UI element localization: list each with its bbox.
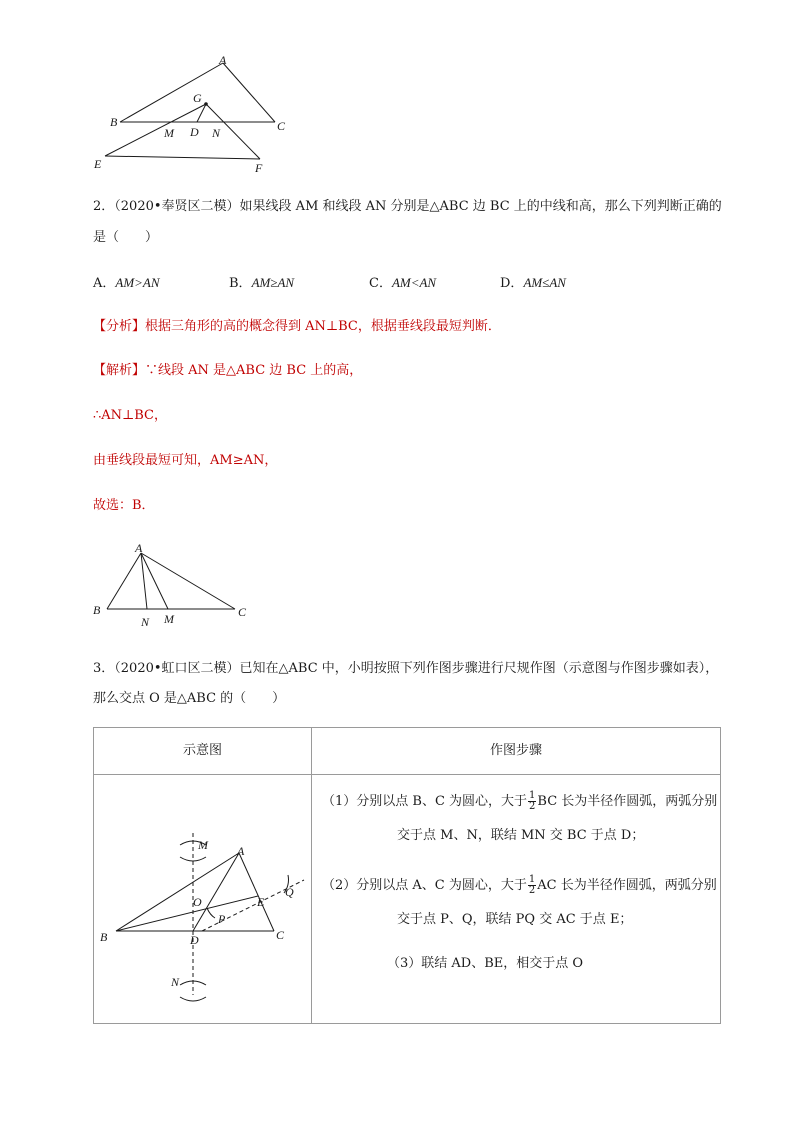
label-A: A (237, 844, 245, 858)
q2-option-b: B．AM≥AN (229, 275, 295, 291)
step-2-line2: 交于点 P、Q，联结 PQ 交 AC 于点 E； (397, 912, 633, 927)
label-C: C (276, 928, 285, 942)
q2-analysis: 【分析】根据三角形的高的概念得到 AN⊥BC，根据垂线段最短判断． (93, 319, 501, 334)
table-steps-cell (312, 775, 721, 1024)
table-header-left: 示意图 (94, 728, 312, 775)
label-A: A (219, 53, 227, 67)
q3-stem-line1: 3．（2020•虹口区二模）已知在△ABC 中，小明按照下列作图步骤进行尺规作图（示意图与作图步骤如表）， (93, 661, 719, 676)
table-figure-cell (94, 775, 312, 1024)
step-2-line1: （2）分别以点 A、C 为圆心，大于 $\frac{1}{2}$ AC 长为半径作圆弧，两弧分别 (322, 874, 717, 896)
q2-solution-line4: 故选：B． (93, 498, 155, 513)
label-B: B (100, 930, 108, 944)
fraction-one-half: $\frac{1}{2}$ (528, 874, 536, 896)
figure-2-diagram (88, 538, 263, 630)
step-1-line2: 交于点 M、N，联结 MN 交 BC 于点 D； (397, 828, 645, 843)
label-N: N (141, 615, 150, 629)
label-D: D (190, 125, 199, 139)
label-E: E (257, 895, 265, 909)
step-1-line1: （1）分别以点 B、C 为圆心，大于 $\frac{1}{2}$ BC 长为半径作圆弧，两弧分别 (322, 790, 718, 812)
q2-solution-line1: 【解析】∵线段 AN 是△ABC 边 BC 上的高， (93, 363, 363, 378)
label-D: D (190, 933, 199, 947)
q2-solution-line3: 由垂线段最短可知，AM≥AN， (93, 453, 278, 468)
label-M: M (164, 126, 174, 140)
label-A: A (135, 541, 143, 555)
q2-stem-line1: 2．（2020•奉贤区二模）如果线段 AM 和线段 AN 分别是△ABC 边 BC 上的中线和高，那么下列判断正确的 (93, 199, 722, 214)
label-N: N (171, 975, 180, 989)
fraction-one-half: $\frac{1}{2}$ (529, 790, 536, 812)
label-B: B (110, 115, 118, 129)
label-Q: Q (285, 885, 294, 899)
table-header-right: 作图步骤 (312, 728, 721, 775)
figure-3-diagram (94, 775, 311, 1023)
q3-stem-line2: 那么交点 O 是△ABC 的（ ） (93, 691, 286, 706)
label-M: M (164, 612, 174, 626)
label-M: M (198, 838, 208, 852)
label-B: B (93, 603, 101, 617)
q2-stem-line2: 是（ ） (93, 230, 159, 245)
q2-source: （2020•奉贤区二模） (114, 199, 240, 214)
q2-option-c: C．AM<AN (369, 275, 437, 291)
q2-option-d: D．AM≤AN (500, 275, 566, 291)
q3-source: （2020•虹口区二模） (114, 661, 240, 676)
label-F: F (255, 161, 263, 175)
construction-table (93, 727, 721, 1024)
label-O: O (193, 895, 202, 909)
q2-option-a: A．AM>AN (93, 275, 160, 291)
label-P: P (218, 912, 226, 926)
label-C: C (238, 605, 247, 619)
label-C: C (277, 119, 286, 133)
q2-solution-line2: ∴AN⊥BC， (93, 408, 168, 423)
step-3: （3）联结 AD、BE，相交于点 O (387, 956, 584, 971)
figure-1-diagram (85, 48, 295, 178)
label-E: E (94, 157, 102, 171)
label-N: N (212, 126, 221, 140)
label-G: G (193, 91, 202, 105)
